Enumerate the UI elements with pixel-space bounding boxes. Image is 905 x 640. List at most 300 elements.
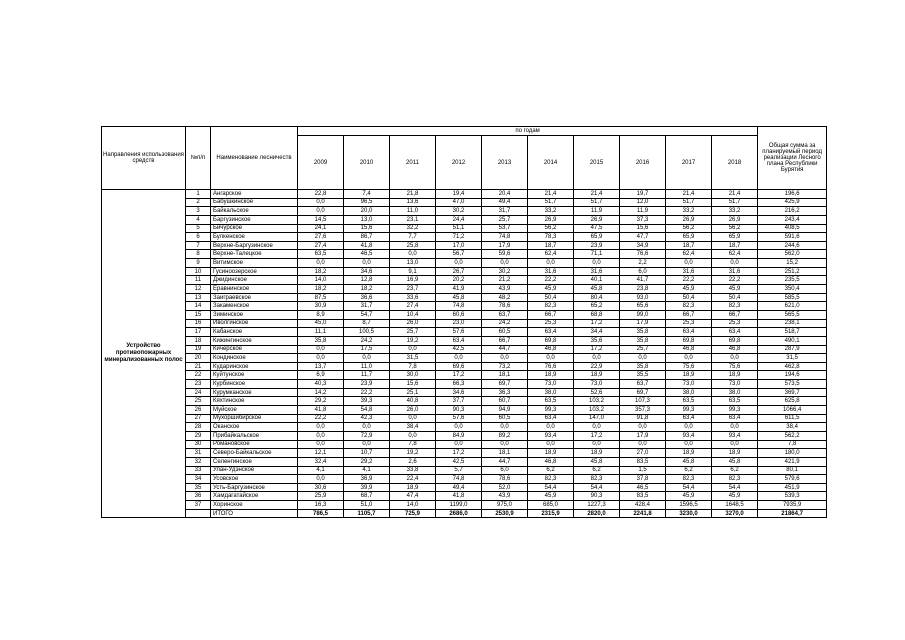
year-value: 74,8 <box>436 475 482 484</box>
year-value: 41,7 <box>620 276 666 285</box>
year-value: 16,9 <box>390 276 436 285</box>
year-value: 82,3 <box>712 302 758 311</box>
row-total: 7,8 <box>758 440 827 449</box>
table-row <box>102 259 827 268</box>
year-value: 22,9 <box>574 362 620 371</box>
year-value: 57,6 <box>436 414 482 423</box>
year-value: 33,8 <box>390 466 436 475</box>
row-total: 38,4 <box>758 423 827 432</box>
year-value: 10,7 <box>344 449 390 458</box>
year-value: 82,3 <box>666 302 712 311</box>
year-value: 24,4 <box>436 215 482 224</box>
row-number: 22 <box>186 371 211 380</box>
table-row <box>102 285 827 294</box>
year-value: 0,0 <box>620 423 666 432</box>
year-value: 76,6 <box>528 362 574 371</box>
row-number: 9 <box>186 259 211 268</box>
year-value: 41,9 <box>436 285 482 294</box>
year-value: 18,1 <box>482 371 528 380</box>
total-year-value: 2820,0 <box>574 509 620 518</box>
year-value: 51,0 <box>344 501 390 510</box>
table-row <box>102 449 827 458</box>
year-value: 99,3 <box>666 406 712 415</box>
year-value: 99,3 <box>528 406 574 415</box>
year-value: 8,9 <box>298 310 344 319</box>
year-value: 56,2 <box>712 224 758 233</box>
year-value: 82,3 <box>574 475 620 484</box>
year-value: 30,9 <box>298 302 344 311</box>
year-value: 45,9 <box>712 492 758 501</box>
year-value: 53,7 <box>482 224 528 233</box>
row-total: 31,5 <box>758 354 827 363</box>
year-value: 41,8 <box>436 492 482 501</box>
year-value: 36,6 <box>344 293 390 302</box>
year-value: 22,2 <box>666 276 712 285</box>
row-total: 591,6 <box>758 233 827 242</box>
table-row <box>102 431 827 440</box>
year-value: 30,0 <box>390 371 436 380</box>
row-total: 350,4 <box>758 285 827 294</box>
forestry-name: Кижингинское <box>211 336 298 345</box>
year-value: 33,2 <box>712 207 758 216</box>
row-total: 196,6 <box>758 190 827 199</box>
year-value: 12,8 <box>344 276 390 285</box>
year-value: 91,8 <box>620 414 666 423</box>
forestry-name: Бичурское <box>211 224 298 233</box>
year-value: 63,4 <box>436 336 482 345</box>
row-number: 11 <box>186 276 211 285</box>
table-row <box>102 345 827 354</box>
year-value: 10,4 <box>390 310 436 319</box>
year-value: 47,4 <box>390 492 436 501</box>
year-value: 82,3 <box>528 475 574 484</box>
row-number: 31 <box>186 449 211 458</box>
year-value: 18,9 <box>712 449 758 458</box>
year-value: 17,2 <box>574 345 620 354</box>
year-value: 73,0 <box>666 380 712 389</box>
year-value: 43,9 <box>482 492 528 501</box>
total-row <box>102 509 827 518</box>
year-value: 46,5 <box>620 483 666 492</box>
year-value: 18,2 <box>298 285 344 294</box>
table-row <box>102 233 827 242</box>
row-number: 26 <box>186 406 211 415</box>
year-value: 19,2 <box>390 336 436 345</box>
year-value: 65,6 <box>620 302 666 311</box>
year-value: 69,7 <box>620 388 666 397</box>
year-value: 45,9 <box>528 285 574 294</box>
year-value: 82,3 <box>528 302 574 311</box>
forestry-name: Кабанское <box>211 328 298 337</box>
year-value: 25,3 <box>528 319 574 328</box>
year-header: 2011 <box>390 136 436 190</box>
year-value: 93,4 <box>712 431 758 440</box>
row-total: 238,1 <box>758 319 827 328</box>
year-value: 25,3 <box>712 319 758 328</box>
grand-total: 21864,7 <box>758 509 827 518</box>
row-number: 10 <box>186 267 211 276</box>
row-number: 8 <box>186 250 211 259</box>
year-value: 50,4 <box>712 293 758 302</box>
year-value: 0,0 <box>712 440 758 449</box>
forestry-name: Хоринское <box>211 501 298 510</box>
table-row <box>102 215 827 224</box>
forestry-name: Мухоршибирское <box>211 414 298 423</box>
year-value: 6,2 <box>528 466 574 475</box>
year-value: 31,6 <box>666 267 712 276</box>
year-value: 6,0 <box>620 267 666 276</box>
year-value: 40,1 <box>574 276 620 285</box>
year-value: 22,2 <box>344 388 390 397</box>
year-value: 6,2 <box>712 466 758 475</box>
year-value: 50,4 <box>666 293 712 302</box>
forestry-name: Оканское <box>211 423 298 432</box>
row-total: 518,7 <box>758 328 827 337</box>
year-value: 11,0 <box>344 362 390 371</box>
year-value: 39,3 <box>344 397 390 406</box>
year-value: 59,6 <box>482 250 528 259</box>
year-value: 63,7 <box>620 380 666 389</box>
forestry-name: Усовское <box>211 475 298 484</box>
year-value: 54,4 <box>528 483 574 492</box>
year-value: 51,7 <box>528 198 574 207</box>
year-value: 25,8 <box>390 241 436 250</box>
year-value: 41,8 <box>344 241 390 250</box>
header-number: №п/п <box>186 127 211 190</box>
year-value: 69,8 <box>528 336 574 345</box>
year-value: 75,6 <box>712 362 758 371</box>
year-value: 0,0 <box>482 423 528 432</box>
forestry-name: Усть-Баргузинское <box>211 483 298 492</box>
forestry-name: Кяхтинское <box>211 397 298 406</box>
year-value: 27,6 <box>298 233 344 242</box>
year-value: 22,2 <box>712 276 758 285</box>
year-value: 54,4 <box>666 483 712 492</box>
year-value: 66,7 <box>666 310 712 319</box>
table-row <box>102 483 827 492</box>
year-value: 68,7 <box>344 492 390 501</box>
year-value: 46,8 <box>712 345 758 354</box>
table-row <box>102 388 827 397</box>
year-value: 31,7 <box>344 302 390 311</box>
year-value: 93,4 <box>666 431 712 440</box>
year-value: 34,4 <box>574 328 620 337</box>
year-value: 52,0 <box>482 483 528 492</box>
year-value: 18,9 <box>666 371 712 380</box>
year-value: 51,1 <box>436 224 482 233</box>
year-value: 6,2 <box>666 466 712 475</box>
year-value: 5,7 <box>436 466 482 475</box>
year-value: 56,2 <box>528 224 574 233</box>
year-value: 69,6 <box>436 362 482 371</box>
year-value: 428,4 <box>620 501 666 510</box>
year-value: 73,0 <box>528 380 574 389</box>
forestry-name: Байкальское <box>211 207 298 216</box>
year-value: 27,4 <box>390 302 436 311</box>
year-value: 35,8 <box>298 336 344 345</box>
row-total: 539,3 <box>758 492 827 501</box>
year-value: 63,5 <box>712 397 758 406</box>
row-total: 562,2 <box>758 431 827 440</box>
table-row <box>102 501 827 510</box>
year-value: 17,2 <box>574 319 620 328</box>
year-value: 75,6 <box>666 362 712 371</box>
row-number: 23 <box>186 380 211 389</box>
year-value: 15,6 <box>620 224 666 233</box>
year-value: 2,6 <box>390 457 436 466</box>
row-total: 611,5 <box>758 414 827 423</box>
year-value: 18,9 <box>574 371 620 380</box>
year-value: 12,1 <box>298 449 344 458</box>
row-number: 16 <box>186 319 211 328</box>
table-row <box>102 250 827 259</box>
year-value: 69,8 <box>712 336 758 345</box>
row-number: 2 <box>186 198 211 207</box>
year-value: 17,2 <box>574 431 620 440</box>
forestry-budget-table <box>101 126 827 518</box>
year-value: 84,9 <box>436 431 482 440</box>
year-value: 33,2 <box>528 207 574 216</box>
year-value: 47,0 <box>436 198 482 207</box>
year-value: 26,9 <box>528 215 574 224</box>
year-value: 31,6 <box>528 267 574 276</box>
year-value: 0,0 <box>436 259 482 268</box>
year-value: 60,5 <box>482 414 528 423</box>
year-value: 18,7 <box>712 241 758 250</box>
year-value: 23,1 <box>390 215 436 224</box>
year-value: 45,0 <box>298 319 344 328</box>
row-number: 28 <box>186 423 211 432</box>
year-value: 26,7 <box>436 267 482 276</box>
year-value: 35,8 <box>620 336 666 345</box>
table-row <box>102 423 827 432</box>
year-value: 0,0 <box>436 440 482 449</box>
year-value: 13,6 <box>390 198 436 207</box>
year-value: 44,7 <box>482 457 528 466</box>
year-value: 51,7 <box>666 198 712 207</box>
year-value: 93,0 <box>620 293 666 302</box>
total-year-value: 3270,0 <box>712 509 758 518</box>
year-value: 83,5 <box>620 457 666 466</box>
year-header: 2013 <box>482 136 528 190</box>
year-value: 18,9 <box>666 449 712 458</box>
year-value: 73,2 <box>482 362 528 371</box>
year-value: 30,2 <box>436 207 482 216</box>
year-value: 22,4 <box>390 475 436 484</box>
row-number: 13 <box>186 293 211 302</box>
year-value: 32,4 <box>298 457 344 466</box>
year-value: 0,0 <box>574 423 620 432</box>
year-value: 14,0 <box>298 276 344 285</box>
year-value: 31,6 <box>574 267 620 276</box>
year-value: 16,3 <box>298 501 344 510</box>
row-number: 12 <box>186 285 211 294</box>
row-number: 14 <box>186 302 211 311</box>
row-total: 462,8 <box>758 362 827 371</box>
year-value: 82,3 <box>666 475 712 484</box>
year-value: 22,8 <box>298 190 344 199</box>
year-value: 54,7 <box>344 310 390 319</box>
year-value: 29,2 <box>298 397 344 406</box>
year-value: 18,9 <box>528 371 574 380</box>
year-value: 26,0 <box>390 406 436 415</box>
year-value: 45,8 <box>574 457 620 466</box>
row-total: 585,5 <box>758 293 827 302</box>
year-value: 63,4 <box>712 414 758 423</box>
row-number: 5 <box>186 224 211 233</box>
year-value: 15,6 <box>390 380 436 389</box>
year-value: 26,9 <box>666 215 712 224</box>
year-value: 19,7 <box>620 190 666 199</box>
total-year-value: 3230,0 <box>666 509 712 518</box>
year-value: 35,8 <box>620 362 666 371</box>
year-value: 6,0 <box>482 466 528 475</box>
row-total: 1066,4 <box>758 406 827 415</box>
row-number: 25 <box>186 397 211 406</box>
year-value: 6,2 <box>574 466 620 475</box>
forestry-name: Витимское <box>211 259 298 268</box>
year-value: 0,0 <box>712 423 758 432</box>
year-value: 60,5 <box>482 328 528 337</box>
year-value: 17,2 <box>436 449 482 458</box>
year-value: 38,4 <box>390 423 436 432</box>
forestry-name: Селенгинское <box>211 457 298 466</box>
year-value: 100,5 <box>344 328 390 337</box>
year-value: 89,2 <box>482 431 528 440</box>
table-row <box>102 492 827 501</box>
forestry-name: Булкенское <box>211 233 298 242</box>
year-value: 62,4 <box>666 250 712 259</box>
year-value: 17,9 <box>620 319 666 328</box>
year-value: 30,2 <box>482 267 528 276</box>
table-body <box>102 190 827 518</box>
year-value: 60,7 <box>482 397 528 406</box>
year-value: 74,8 <box>482 233 528 242</box>
row-number: 36 <box>186 492 211 501</box>
year-value: 46,8 <box>528 345 574 354</box>
table-row <box>102 241 827 250</box>
year-header: 2015 <box>574 136 620 190</box>
year-value: 4,1 <box>298 466 344 475</box>
total-year-value: 2530,9 <box>482 509 528 518</box>
year-value: 7,8 <box>390 440 436 449</box>
header-direction: Направления использования средств <box>102 127 186 190</box>
year-value: 18,2 <box>298 267 344 276</box>
year-value: 63,7 <box>482 310 528 319</box>
year-value: 1596,5 <box>666 501 712 510</box>
year-value: 23,9 <box>574 241 620 250</box>
table-row <box>102 190 827 199</box>
year-value: 37,7 <box>436 397 482 406</box>
year-value: 4,1 <box>344 466 390 475</box>
year-value: 11,1 <box>298 328 344 337</box>
year-value: 17,0 <box>436 241 482 250</box>
row-number: 1 <box>186 190 211 199</box>
year-value: 47,7 <box>620 233 666 242</box>
row-total: 408,5 <box>758 224 827 233</box>
year-value: 23,9 <box>344 380 390 389</box>
year-header: 2009 <box>298 136 344 190</box>
total-year-value: 2686,0 <box>436 509 482 518</box>
year-value: 1648,5 <box>712 501 758 510</box>
forestry-name: Курумканское <box>211 388 298 397</box>
forestry-name: Ангарское <box>211 190 298 199</box>
year-value: 71,2 <box>436 233 482 242</box>
forestry-name: Заиграевское <box>211 293 298 302</box>
year-value: 21,8 <box>390 190 436 199</box>
year-value: 27,4 <box>298 241 344 250</box>
year-value: 66,7 <box>528 310 574 319</box>
year-value: 0,0 <box>298 431 344 440</box>
year-value: 54,8 <box>344 406 390 415</box>
year-value: 11,7 <box>344 371 390 380</box>
row-number: 21 <box>186 362 211 371</box>
year-value: 69,7 <box>482 380 528 389</box>
year-value: 0,0 <box>390 345 436 354</box>
year-value: 7,8 <box>390 362 436 371</box>
forestry-name: Еравнинское <box>211 285 298 294</box>
year-value: 107,3 <box>620 397 666 406</box>
year-value: 45,8 <box>574 285 620 294</box>
year-value: 62,4 <box>712 250 758 259</box>
total-year-value: 1105,7 <box>344 509 390 518</box>
forestry-name: Закаменское <box>211 302 298 311</box>
year-value: 20,4 <box>482 190 528 199</box>
table-row <box>102 414 827 423</box>
year-value: 13,0 <box>390 259 436 268</box>
year-value: 35,5 <box>620 371 666 380</box>
table-row <box>102 328 827 337</box>
row-total: 216,2 <box>758 207 827 216</box>
year-value: 29,2 <box>344 457 390 466</box>
year-value: 78,6 <box>482 475 528 484</box>
year-header: 2017 <box>666 136 712 190</box>
row-total: 251,2 <box>758 267 827 276</box>
year-value: 685,0 <box>528 501 574 510</box>
table-row <box>102 475 827 484</box>
year-value: 0,0 <box>666 259 712 268</box>
year-value: 17,9 <box>482 241 528 250</box>
row-number: 17 <box>186 328 211 337</box>
row-number: 15 <box>186 310 211 319</box>
table-row <box>102 198 827 207</box>
year-value: 0,0 <box>712 354 758 363</box>
year-value: 0,0 <box>344 423 390 432</box>
row-total: 625,8 <box>758 397 827 406</box>
year-value: 63,5 <box>666 397 712 406</box>
table-row <box>102 336 827 345</box>
year-value: 0,0 <box>482 440 528 449</box>
year-value: 23,8 <box>620 285 666 294</box>
year-value: 57,6 <box>436 328 482 337</box>
year-value: 52,6 <box>574 388 620 397</box>
year-value: 36,9 <box>344 475 390 484</box>
year-value: 65,9 <box>666 233 712 242</box>
year-value: 63,4 <box>528 414 574 423</box>
year-value: 21,2 <box>482 276 528 285</box>
year-value: 8,7 <box>344 319 390 328</box>
row-number: 4 <box>186 215 211 224</box>
year-value: 11,9 <box>620 207 666 216</box>
year-value: 357,3 <box>620 406 666 415</box>
year-value: 19,4 <box>436 190 482 199</box>
forestry-name: Северо-Байкальское <box>211 449 298 458</box>
year-value: 25,3 <box>666 319 712 328</box>
year-value: 42,5 <box>436 345 482 354</box>
row-total: 425,9 <box>758 198 827 207</box>
year-value: 18,7 <box>528 241 574 250</box>
year-value: 0,0 <box>298 354 344 363</box>
